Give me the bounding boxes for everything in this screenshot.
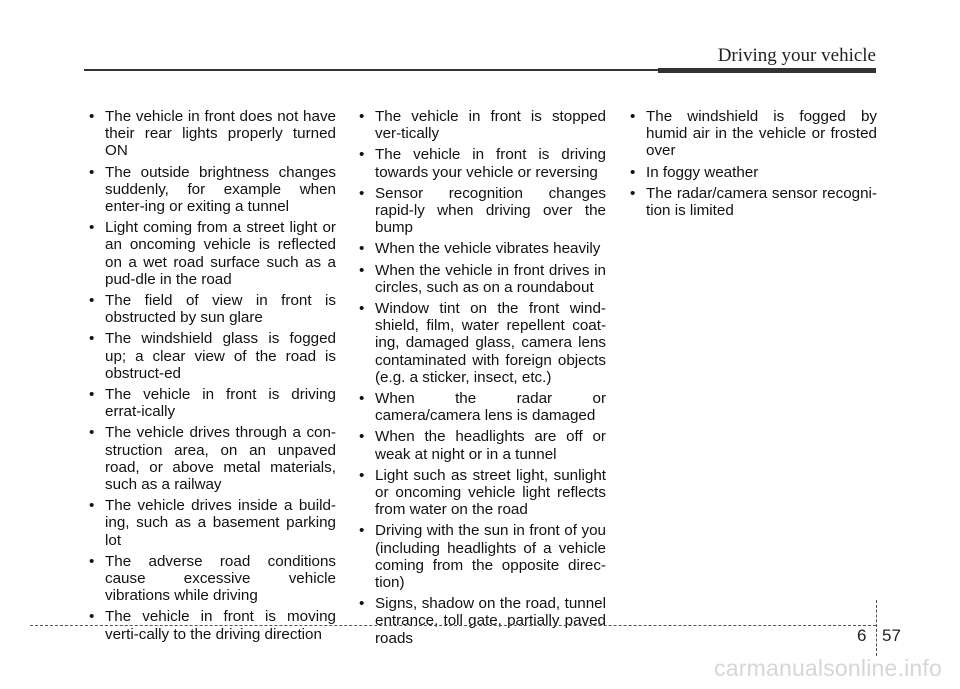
column-2 (354, 108, 606, 651)
section-number: 6 (857, 626, 867, 645)
footer-rule (30, 625, 876, 626)
list-item: • The vehicle in front is driving errat-ically (84, 386, 336, 420)
column-1 (84, 108, 336, 647)
list-item: • The windshield glass is fogged up; a clear view of the road is obstruct-ed (84, 330, 336, 382)
bullet-list-3 (625, 108, 877, 219)
list-item: • In foggy weather (625, 164, 877, 181)
list-item: • Signs, shadow on the road, tunnel entrance, toll gate, partially paved roads (354, 595, 606, 647)
list-item: • The outside brightness changes suddenly, for example when enter-ing or exiting a tunnel (84, 164, 336, 216)
list-item: • The radar/camera sensor recogni-tion is limited (625, 185, 877, 219)
list-item: • Driving with the sun in front of you (including headlights of a vehicle coming from the opposite direc-tion) (354, 522, 606, 591)
list-item: • Sensor recognition changes rapid-ly when driving over the bump (354, 185, 606, 237)
list-item: • The windshield is fogged by humid air in the vehicle or frosted over (625, 108, 877, 160)
list-item: • Light coming from a street light or an oncoming vehicle is reflected on a wet road surface such as a pud-dle in the road (84, 219, 336, 288)
list-item: • When the vehicle vibrates heavily (354, 240, 606, 257)
list-item: • When the vehicle in front drives in circles, such as on a roundabout (354, 262, 606, 296)
watermark: carmanualsonline.info (714, 655, 942, 681)
header-rule-accent (658, 68, 876, 73)
list-item: • The vehicle drives inside a build-ing, such as a basement parking lot (84, 497, 336, 549)
list-item: • Light such as street light, sunlight or oncoming vehicle light reflects from water on the road (354, 467, 606, 519)
list-item: • Window tint on the front wind-shield, film, water repellent coat-ing, damaged glass, camera lens contaminated with foreign objects (e.g. a sticker, insect, etc.) (354, 300, 606, 386)
page-header-title: Driving your vehicle (717, 45, 876, 66)
bullet-list-1 (84, 108, 336, 643)
list-item: • The vehicle in front is moving verti-cally to the driving direction (84, 608, 336, 642)
list-item: • The vehicle in front does not have their rear lights properly turned ON (84, 108, 336, 160)
bullet-list-2 (354, 108, 606, 647)
list-item: • When the radar or camera/camera lens is damaged (354, 390, 606, 424)
list-item: • The vehicle in front is driving towards your vehicle or reversing (354, 146, 606, 180)
list-item: • When the headlights are off or weak at night or in a tunnel (354, 428, 606, 462)
list-item: • The vehicle drives through a con-struction area, on an unpaved road, or above metal materials, such as a railway (84, 424, 336, 493)
footer-divider (876, 600, 877, 656)
page-number: 57 (882, 626, 901, 645)
list-item: • The adverse road conditions cause excessive vehicle vibrations while driving (84, 553, 336, 605)
column-3 (625, 108, 877, 223)
list-item: • The field of view in front is obstructed by sun glare (84, 292, 336, 326)
list-item: • The vehicle in front is stopped ver-tically (354, 108, 606, 142)
